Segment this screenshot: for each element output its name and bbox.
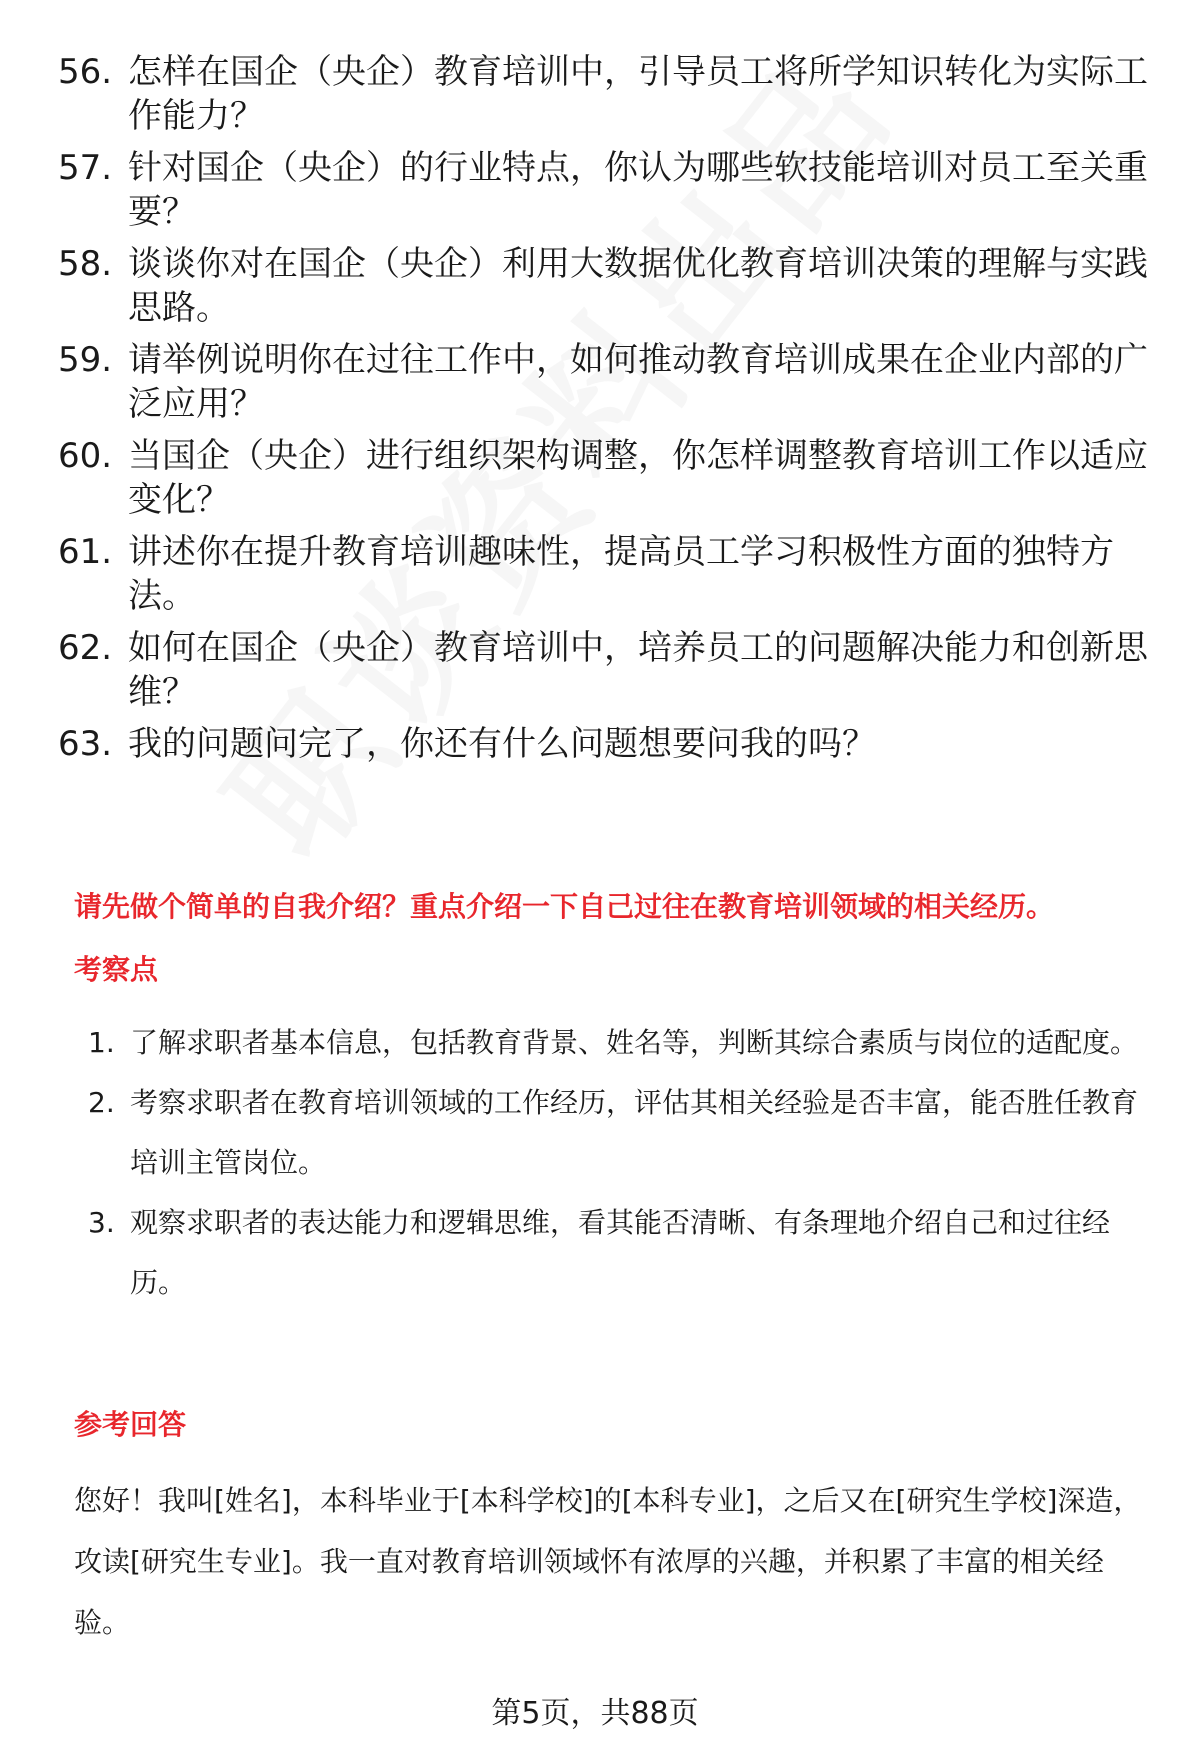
highlight-question: 请先做个简单的自我介绍？重点介绍一下自己过往在教育培训领域的相关经历。 [74,890,1055,923]
question-number: 60. [58,436,113,476]
check-point-item [74,1073,1150,1193]
question-text: 讲述你在提升教育培训趣味性，提高员工学习积极性方面的独特方法。 [128,532,1114,616]
question-text: 怎样在国企（央企）教育培训中，引导员工将所学知识转化为实际工作能力？ [128,52,1148,136]
question-text: 我的问题问完了，你还有什么问题想要问我的吗？ [128,724,876,764]
check-point-item [74,1193,1150,1313]
section-title-answer: 参考回答 [74,1408,187,1441]
check-point-number: 2. [88,1086,115,1119]
question-number: 62. [58,628,113,668]
check-point-text: 观察求职者的表达能力和逻辑思维，看其能否清晰、有条理地介绍自己和过往经历。 [130,1206,1111,1299]
question-item [58,146,1148,234]
check-point-number: 1. [88,1026,115,1059]
question-item [58,50,1148,138]
section-title-check: 考察点 [74,953,159,986]
check-point-text: 考察求职者在教育培训领域的工作经历，评估其相关经验是否丰富，能否胜任教育培训主管岗位。 [130,1086,1139,1179]
question-number: 57. [58,148,113,188]
question-number: 61. [58,532,113,572]
check-point-item [74,1013,1150,1073]
check-point-text: 了解求职者基本信息，包括教育背景、姓名等，判断其综合素质与岗位的适配度。 [130,1026,1139,1059]
question-text: 请举例说明你在过往工作中，如何推动教育培训成果在企业内部的广泛应用？ [128,340,1148,424]
question-item [58,338,1148,426]
question-number: 58. [58,244,113,284]
question-item [58,434,1148,522]
check-point-list [74,1013,1150,1313]
question-item [58,722,1148,766]
question-text: 当国企（央企）进行组织架构调整，你怎样调整教育培训工作以适应变化？ [128,436,1148,520]
check-point-number: 3. [88,1206,115,1239]
question-item [58,242,1148,330]
page-indicator: 第5页，共88页 [491,1696,699,1731]
question-number: 59. [58,340,113,380]
question-number: 56. [58,52,113,92]
question-text: 针对国企（央企）的行业特点，你认为哪些软技能培训对员工至关重要？ [128,148,1148,232]
question-text: 如何在国企（央企）教育培训中，培养员工的问题解决能力和创新思维？ [128,628,1148,712]
question-text: 谈谈你对在国企（央企）利用大数据优化教育培训决策的理解与实践思路。 [128,244,1148,328]
question-number: 63. [58,724,113,764]
question-item [58,530,1148,618]
reference-answer-text: 您好！我叫[姓名]，本科毕业于[本科学校]的[本科专业]，之后又在[研究生学校]深造，攻读[研究生专业]。我一直对教育培训领域怀有浓厚的兴趣，并积累了丰富的相关经验。 [74,1484,1142,1639]
question-item [58,626,1148,714]
